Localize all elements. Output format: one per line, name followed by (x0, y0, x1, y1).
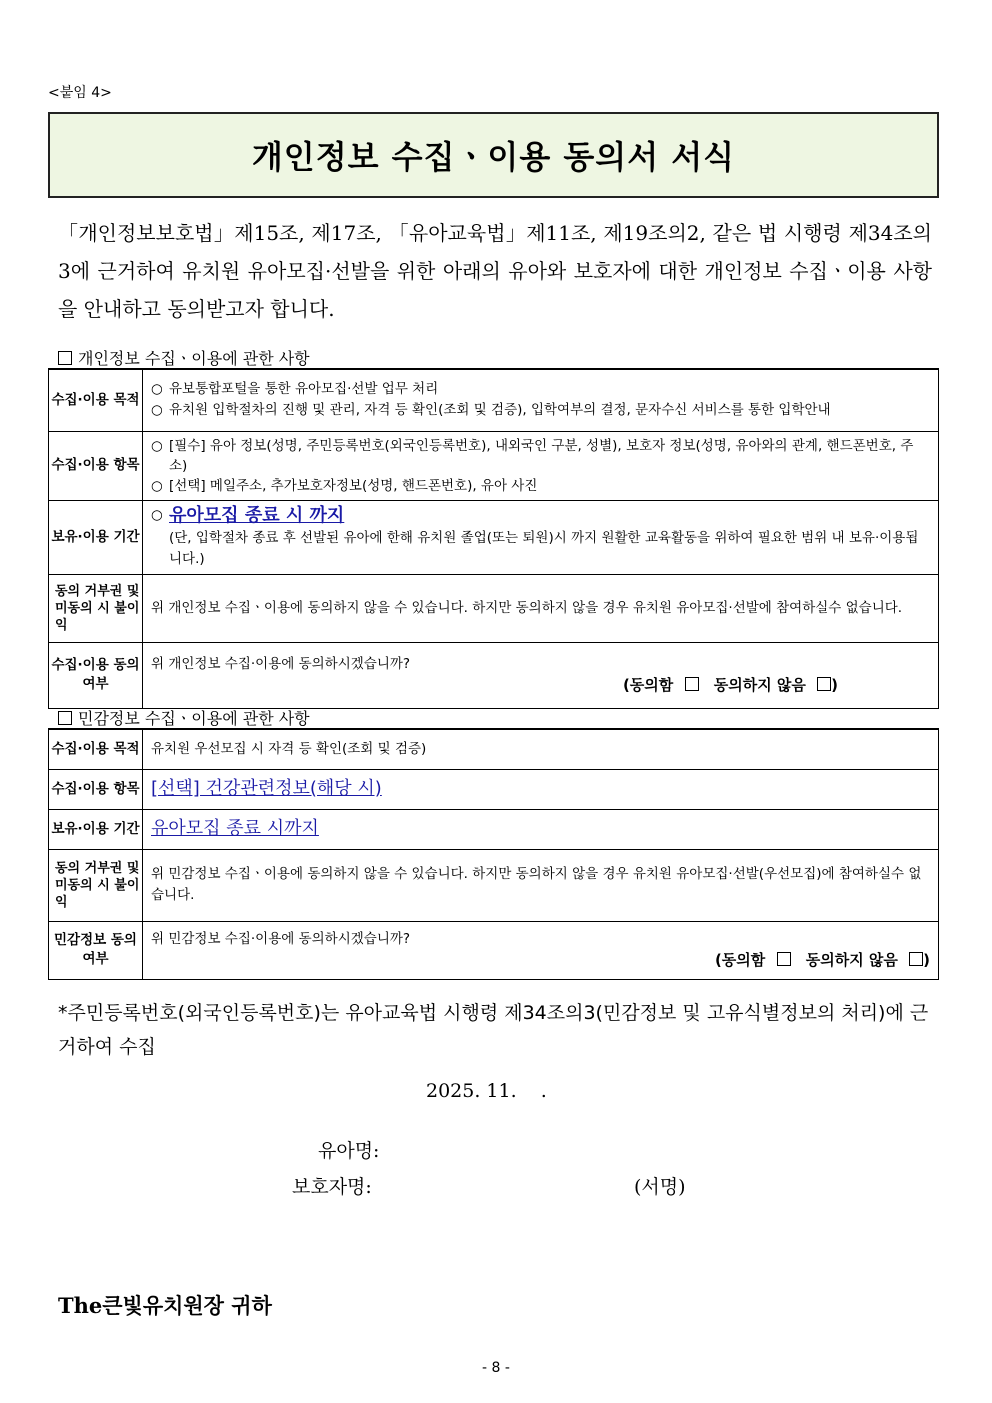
intro-paragraph: 「개인정보보호법」제15조, 제17조, 「유아교육법」제11조, 제19조의2, 같은 법 시행령 제34조의3에 근거하여 유치원 유아모집·선발을 위한 아래의 유아와 보호자에 대한 개인정보 수집ㆍ이용 사항을 안내하고 동의받고자 합니다. (58, 221, 932, 321)
agree-checkbox[interactable] (685, 677, 699, 691)
personal-info-table (48, 368, 939, 709)
items-label: 수집·이용 항목 (49, 431, 143, 500)
footnote: *주민등록번호(외국인등록번호)는 유아교육법 시행령 제34조의3(민감정보 및 고유식별정보의 처리)에 근거하여 수집 (58, 1002, 929, 1058)
purpose-row (49, 729, 939, 769)
consent-question: 위 개인정보 수집·이용에 동의하시겠습니까? (151, 656, 411, 672)
period-label: 보유·이용 기간 (49, 500, 143, 574)
addressee: The큰빛유치원장 귀하 (58, 1293, 272, 1318)
sensitive-info-table (48, 728, 939, 980)
refusal-text: 위 민감정보 수집ㆍ이용에 동의하지 않을 수 있습니다. 하지만 동의하지 않을 경우 유치원 유아모집·선발(우선모집)에 참여하실수 없습니다. (143, 849, 939, 921)
disagree-checkbox[interactable] (909, 952, 923, 966)
consent-question: 위 민감정보 수집·이용에 동의하시겠습니까? (151, 931, 411, 947)
period-text: 유아모집 종료 시까지 (151, 817, 319, 839)
items-row (49, 769, 939, 809)
purpose-label: 수집·이용 목적 (49, 729, 143, 769)
title-box (48, 112, 939, 198)
period-row: 보유·이용 기간 ○ 유아모집 종료 시 까지 (단, 입학절차 종료 후 선발된 유아에 한해 유치원 졸업(또는 퇴원)시 까지 원활한 교육활동을 위하여 필요한 범위 내 보유·이용됩니다.) (49, 500, 939, 574)
refusal-row (49, 574, 939, 642)
refusal-row (49, 849, 939, 921)
purpose-text: 유치원 우선모집 시 자격 등 확인(조회 및 검증) (143, 729, 939, 769)
guardian-name-label: 보호자명: (292, 1176, 372, 1198)
child-name-label: 유아명: (318, 1140, 380, 1162)
refusal-label: 동의 거부권 및 미동의 시 불이익 (49, 849, 143, 921)
period-row (49, 809, 939, 849)
period-label: 보유·이용 기간 (49, 809, 143, 849)
section2-heading: 민감정보 수집ㆍ이용에 관한 사항 (58, 706, 310, 729)
consent-label: 민감정보 동의 여부 (49, 921, 143, 979)
agree-checkbox[interactable] (777, 952, 791, 966)
list-item: ○ 유치원 입학절차의 진행 및 관리, 자격 등 확인(조회 및 검증), 입학여부의 결정, 문자수신 서비스를 통한 입학안내 (151, 402, 831, 419)
items-row (49, 431, 939, 500)
page-title: 개인정보 수집ㆍ이용 동의서 서식 (251, 138, 736, 176)
section1-heading: 개인정보 수집ㆍ이용에 관한 사항 (58, 346, 310, 369)
items-label: 수집·이용 항목 (49, 769, 143, 809)
list-item: ○ [필수] 유아 정보(성명, 주민등록번호(외국인등록번호), 내외국인 구분, 성별), 보호자 정보(성명, 유아와의 관계, 핸드폰번호, 주소) (151, 437, 914, 474)
consent-answer: (동의함 동의하지 않음 ) (714, 951, 930, 969)
disagree-checkbox[interactable] (817, 677, 831, 691)
items-text: [선택] 건강관련정보(해당 시) (151, 777, 382, 799)
list-item: ○ [선택] 메일주소, 추가보호자정보(성명, 핸드폰번호), 유아 사진 (151, 477, 538, 494)
period-note: (단, 입학절차 종료 후 선발된 유아에 한해 유치원 졸업(또는 퇴원)시 까지 원활한 교육활동을 위하여 필요한 범위 내 보유·이용됩니다.) (169, 529, 919, 567)
page-number: - 8 - (482, 1360, 510, 1376)
attachment-label: <붙임 4> (48, 85, 112, 101)
square-icon (58, 351, 72, 365)
list-item: ○ 유보통합포털을 통한 유아모집·선발 업무 처리 (151, 381, 439, 398)
refusal-text: 위 개인정보 수집ㆍ이용에 동의하지 않을 수 있습니다. 하지만 동의하지 않을 경우 유치원 유아모집·선발에 참여하실수 없습니다. (143, 574, 939, 642)
consent-label: 수집·이용 동의 여부 (49, 642, 143, 708)
square-icon (58, 711, 72, 725)
consent-row (49, 921, 939, 979)
period-main: 유아모집 종료 시 까지 (169, 504, 345, 526)
purpose-row (49, 369, 939, 431)
purpose-label: 수집·이용 목적 (49, 369, 143, 431)
refusal-label: 동의 거부권 및 미동의 시 불이익 (49, 574, 143, 642)
date-line: 2025. 11. . (426, 1080, 547, 1102)
signature-label: (서명) (634, 1176, 686, 1198)
consent-row (49, 642, 939, 708)
consent-answer: (동의함 동의하지 않음 ) (622, 676, 838, 694)
